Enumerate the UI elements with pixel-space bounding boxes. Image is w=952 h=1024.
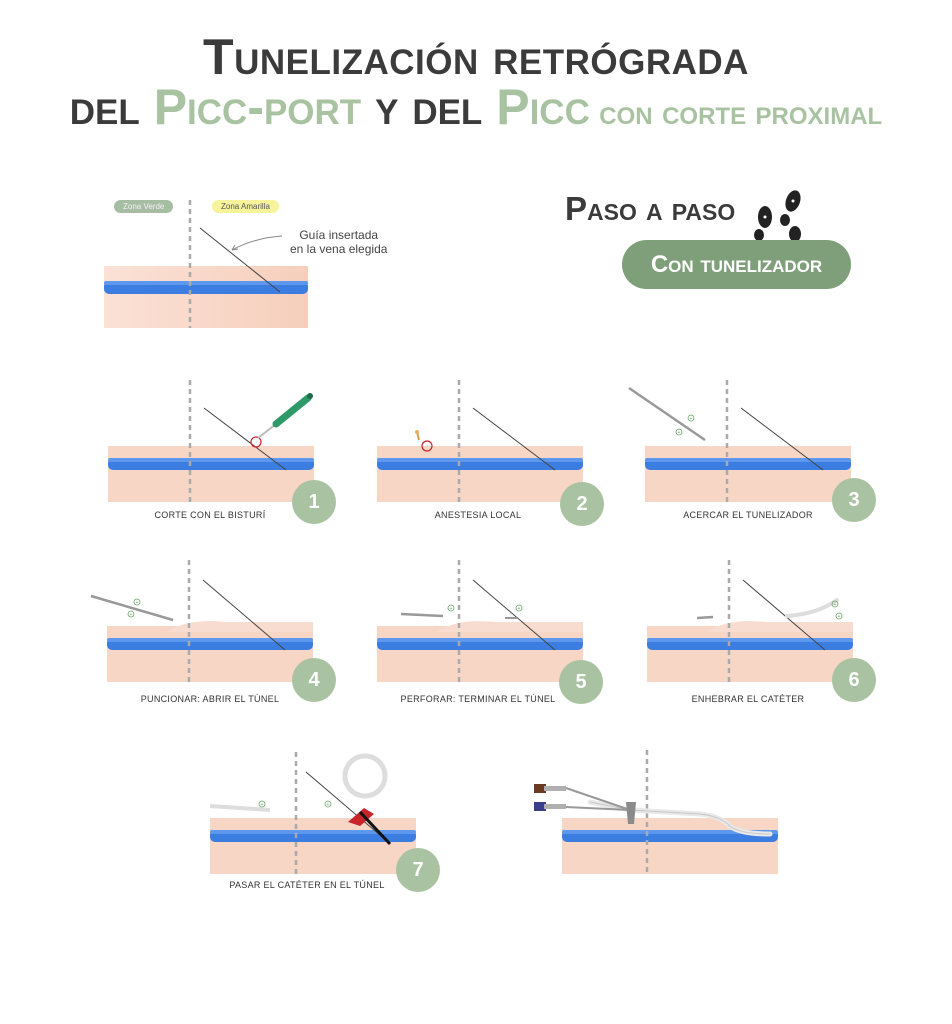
step-3-caption: ACERCAR EL TUNELIZADOR — [683, 510, 813, 520]
svg-text:+: + — [326, 802, 330, 808]
con-tunelizador-button: Con tunelizador — [622, 240, 851, 289]
title-picc: Picc — [496, 79, 590, 135]
title-line-2 — [0, 78, 952, 136]
svg-text:+: + — [837, 614, 841, 620]
title-corte-proximal: con corte proximal — [589, 94, 883, 132]
guide-annotation-line-2: en la vena elegida — [290, 242, 388, 256]
step-4-caption: PUNCIONAR: ABRIR EL TÚNEL — [140, 694, 280, 704]
step-5-caption: PERFORAR: TERMINAR EL TÚNEL — [400, 694, 556, 704]
step-2-badge: 2 — [560, 482, 604, 526]
svg-text:+: + — [677, 430, 681, 436]
step-7-badge: 7 — [396, 848, 440, 892]
intro-diagram — [104, 210, 314, 330]
step-6-caption: ENHEBRAR EL CATÉTER — [691, 694, 805, 704]
step-1-caption: CORTE CON EL BISTURÍ — [154, 510, 266, 520]
step-7-caption: PASAR EL CATÉTER EN EL TÚNEL — [229, 880, 385, 890]
title-picc-port: Picc-port — [153, 79, 362, 135]
final-diagram — [530, 750, 780, 880]
step-2-caption: ANESTESIA LOCAL — [434, 510, 522, 520]
paso-a-paso-label: Paso a paso — [565, 190, 736, 227]
svg-text:+: + — [689, 416, 693, 422]
svg-text:+: + — [129, 612, 133, 618]
title-y-del: y del — [361, 79, 497, 135]
svg-text:+: + — [135, 600, 139, 606]
svg-text:+: + — [260, 802, 264, 808]
zona-verde-badge: Zona Verde — [114, 200, 173, 213]
svg-text:+: + — [517, 606, 521, 612]
svg-text:+: + — [449, 606, 453, 612]
step-1-badge: 1 — [292, 480, 336, 524]
title-del: del — [69, 79, 154, 135]
title-line-1: Tunelización retrógrada — [203, 29, 749, 85]
step-4-badge: 4 — [292, 658, 336, 702]
svg-text:+: + — [833, 602, 837, 608]
step-6-badge: 6 — [832, 658, 876, 702]
guide-annotation-line-1: Guía insertada — [299, 228, 379, 242]
step-5-badge: 5 — [559, 660, 603, 704]
step-3-badge: 3 — [832, 478, 876, 522]
zona-amarilla-badge: Zona Amarilla — [212, 200, 279, 213]
